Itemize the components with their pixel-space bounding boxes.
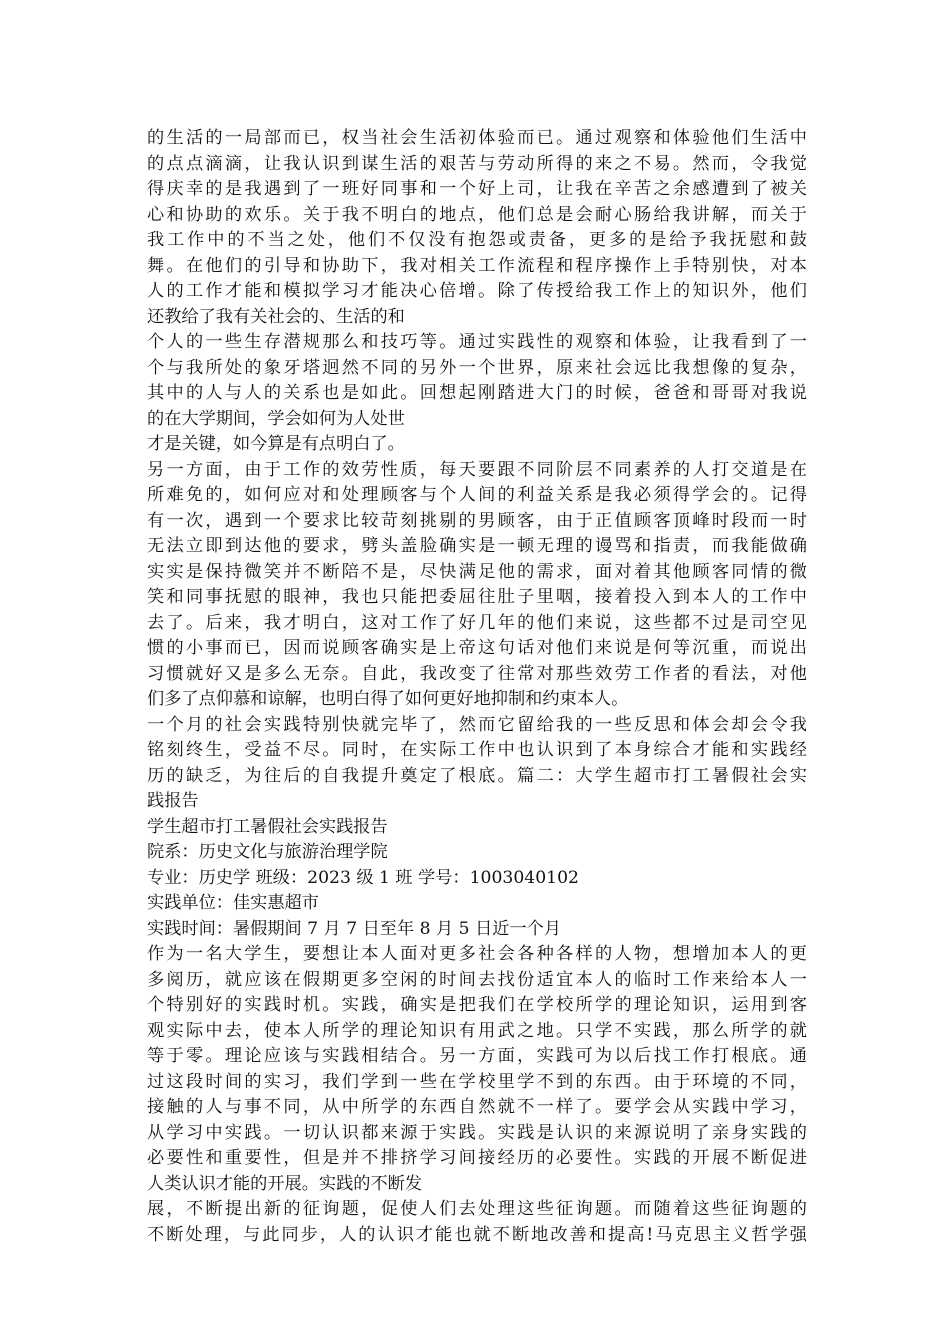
text-line: 多阅历，就应该在假期更多空闲的时间去找份适宜本人的临时工作来给本人一	[147, 969, 807, 990]
text-line: 历的缺乏，为往后的自我提升奠定了根底。篇二：大学生超市打工暑假社会实	[147, 765, 807, 786]
text-line: 我工作中的不当之处，他们不仅没有抱怨或责备，更多的是给予我抚慰和鼓	[147, 230, 807, 250]
text-line: 无法立即到达他的要求，劈头盖脸确实是一顿无理的谩骂和指责，而我能做确	[147, 536, 807, 556]
text-line: 惯的小事而已，因而说顾客确实是上帝这句话对他们来说是何等沉重，而说出	[147, 638, 807, 658]
text-line: 的生活的一局部而已，权当社会生活初体验而已。通过观察和体验他们生活中	[147, 128, 807, 148]
text-line: 从学习中实践。一切认识都来源于实践。实践是认识的来源说明了亲身实践的	[147, 1122, 807, 1143]
text-line: 其中的人与人的关系也是如此。回想起刚踏进大门的时候，爸爸和哥哥对我说	[147, 383, 807, 403]
text-line: 个人的一些生存潜规那么和技巧等。通过实践性的观察和体验，让我看到了一	[147, 332, 807, 352]
text-line: 院系：历史文化与旅游治理学院	[147, 842, 388, 862]
text-line: 践报告	[147, 791, 199, 811]
text-line: 学生超市打工暑假社会实践报告	[147, 816, 388, 837]
text-line: 不断处理，与此同步，人的认识才能也就不断地改善和提高!马克思主义哲学强	[147, 1224, 807, 1245]
text-line: 还教给了我有关社会的、生活的和	[147, 306, 405, 327]
text-line: 个特别好的实践时机。实践，确实是把我们在学校所学的理论知识，运用到客	[147, 995, 807, 1015]
text-line: 有一次，遇到一个要求比较苛刻挑剔的男顾客，由于正值顾客顶峰时段而一时	[147, 510, 807, 531]
text-line: 习惯就好又是多么无奈。自此，我改变了往常对那些效劳工作者的看法，对他	[147, 663, 807, 684]
text-line: 专业：历史学 班级：2023 级 1 班 学号：1003040102	[147, 867, 579, 888]
text-line: 接触的人与事不同，从中所学的东西自然就不一样了。要学会从实践中学习，	[147, 1097, 807, 1117]
document-body	[147, 126, 807, 1248]
text-line: 人类认识才能的开展。实践的不断发	[147, 1173, 423, 1194]
text-line: 一个月的社会实践特别快就完毕了，然而它留给我的一些反思和体会却会令我	[147, 714, 807, 735]
text-line: 铭刻终生，受益不尽。同时，在实际工作中也认识到了本身综合才能和实践经	[147, 740, 807, 760]
text-line: 实践单位：佳实惠超市	[147, 893, 319, 913]
text-line: 展，不断提出新的征询题，促使人们去处理这些征询题。而随着这些征询题的	[147, 1199, 807, 1219]
text-line: 舞。在他们的引导和协助下，我对相关工作流程和程序操作上手特别快，对本	[147, 255, 807, 276]
text-line: 作为一名大学生，要想让本人面对更多社会各种各样的人物，想增加本人的更	[147, 944, 807, 964]
text-line: 人的工作才能和模拟学习才能决心倍增。除了传授给我工作上的知识外，他们	[147, 281, 807, 301]
text-line: 心和协助的欢乐。关于我不明白的地点，他们总是会耐心肠给我讲解，而关于	[147, 204, 807, 225]
text-line: 个与我所处的象牙塔迥然不同的另外一个世界，原来社会远比我想像的复杂，	[147, 357, 807, 378]
text-line: 另一方面，由于工作的效劳性质，每天要跟不同阶层不同素养的人打交道是在	[147, 459, 807, 480]
text-line: 实践时间：暑假期间 7 月 7 日至年 8 月 5 日近一个月	[147, 918, 562, 939]
text-line: 实实是保持微笑并不断陪不是，尽快满足他的需求，面对着其他顾客同情的微	[147, 561, 807, 582]
text-line: 的点点滴滴，让我认识到谋生活的艰苦与劳动所得的来之不易。然而，令我觉	[147, 153, 807, 174]
text-line: 所难免的，如何应对和处理顾客与个人间的利益关系是我必须得学会的。记得	[147, 485, 807, 505]
text-line: 的在大学期间，学会如何为人处世	[147, 408, 405, 429]
text-line: 必要性和重要性，但是并不排挤学习间接经历的必要性。实践的开展不断促进	[147, 1148, 807, 1168]
text-line: 观实际中去，使本人所学的理论知识有用武之地。只学不实践，那么所学的就	[147, 1020, 807, 1041]
text-line: 得庆幸的是我遇到了一班好同事和一个好上司，让我在辛苦之余感遭到了被关	[147, 179, 807, 199]
text-line: 等于零。理论应该与实践相结合。另一方面，实践可为以后找工作打根底。通	[147, 1046, 807, 1066]
text-line: 才是关键，如今算是有点明白了。	[147, 434, 405, 454]
text-line: 笑和同事抚慰的眼神，我也只能把委屈往肚子里咽，接着投入到本人的工作中	[147, 587, 807, 607]
text-line: 去了。后来，我才明白，这对工作了好几年的他们来说，这些都不过是司空见	[147, 612, 807, 633]
text-line: 过这段时间的实习，我们学到一些在学校里学不到的东西。由于环境的不同，	[147, 1071, 807, 1092]
text-line: 们多了点仰慕和谅解，也明白得了如何更好地抑制和约束本人。	[147, 689, 629, 709]
